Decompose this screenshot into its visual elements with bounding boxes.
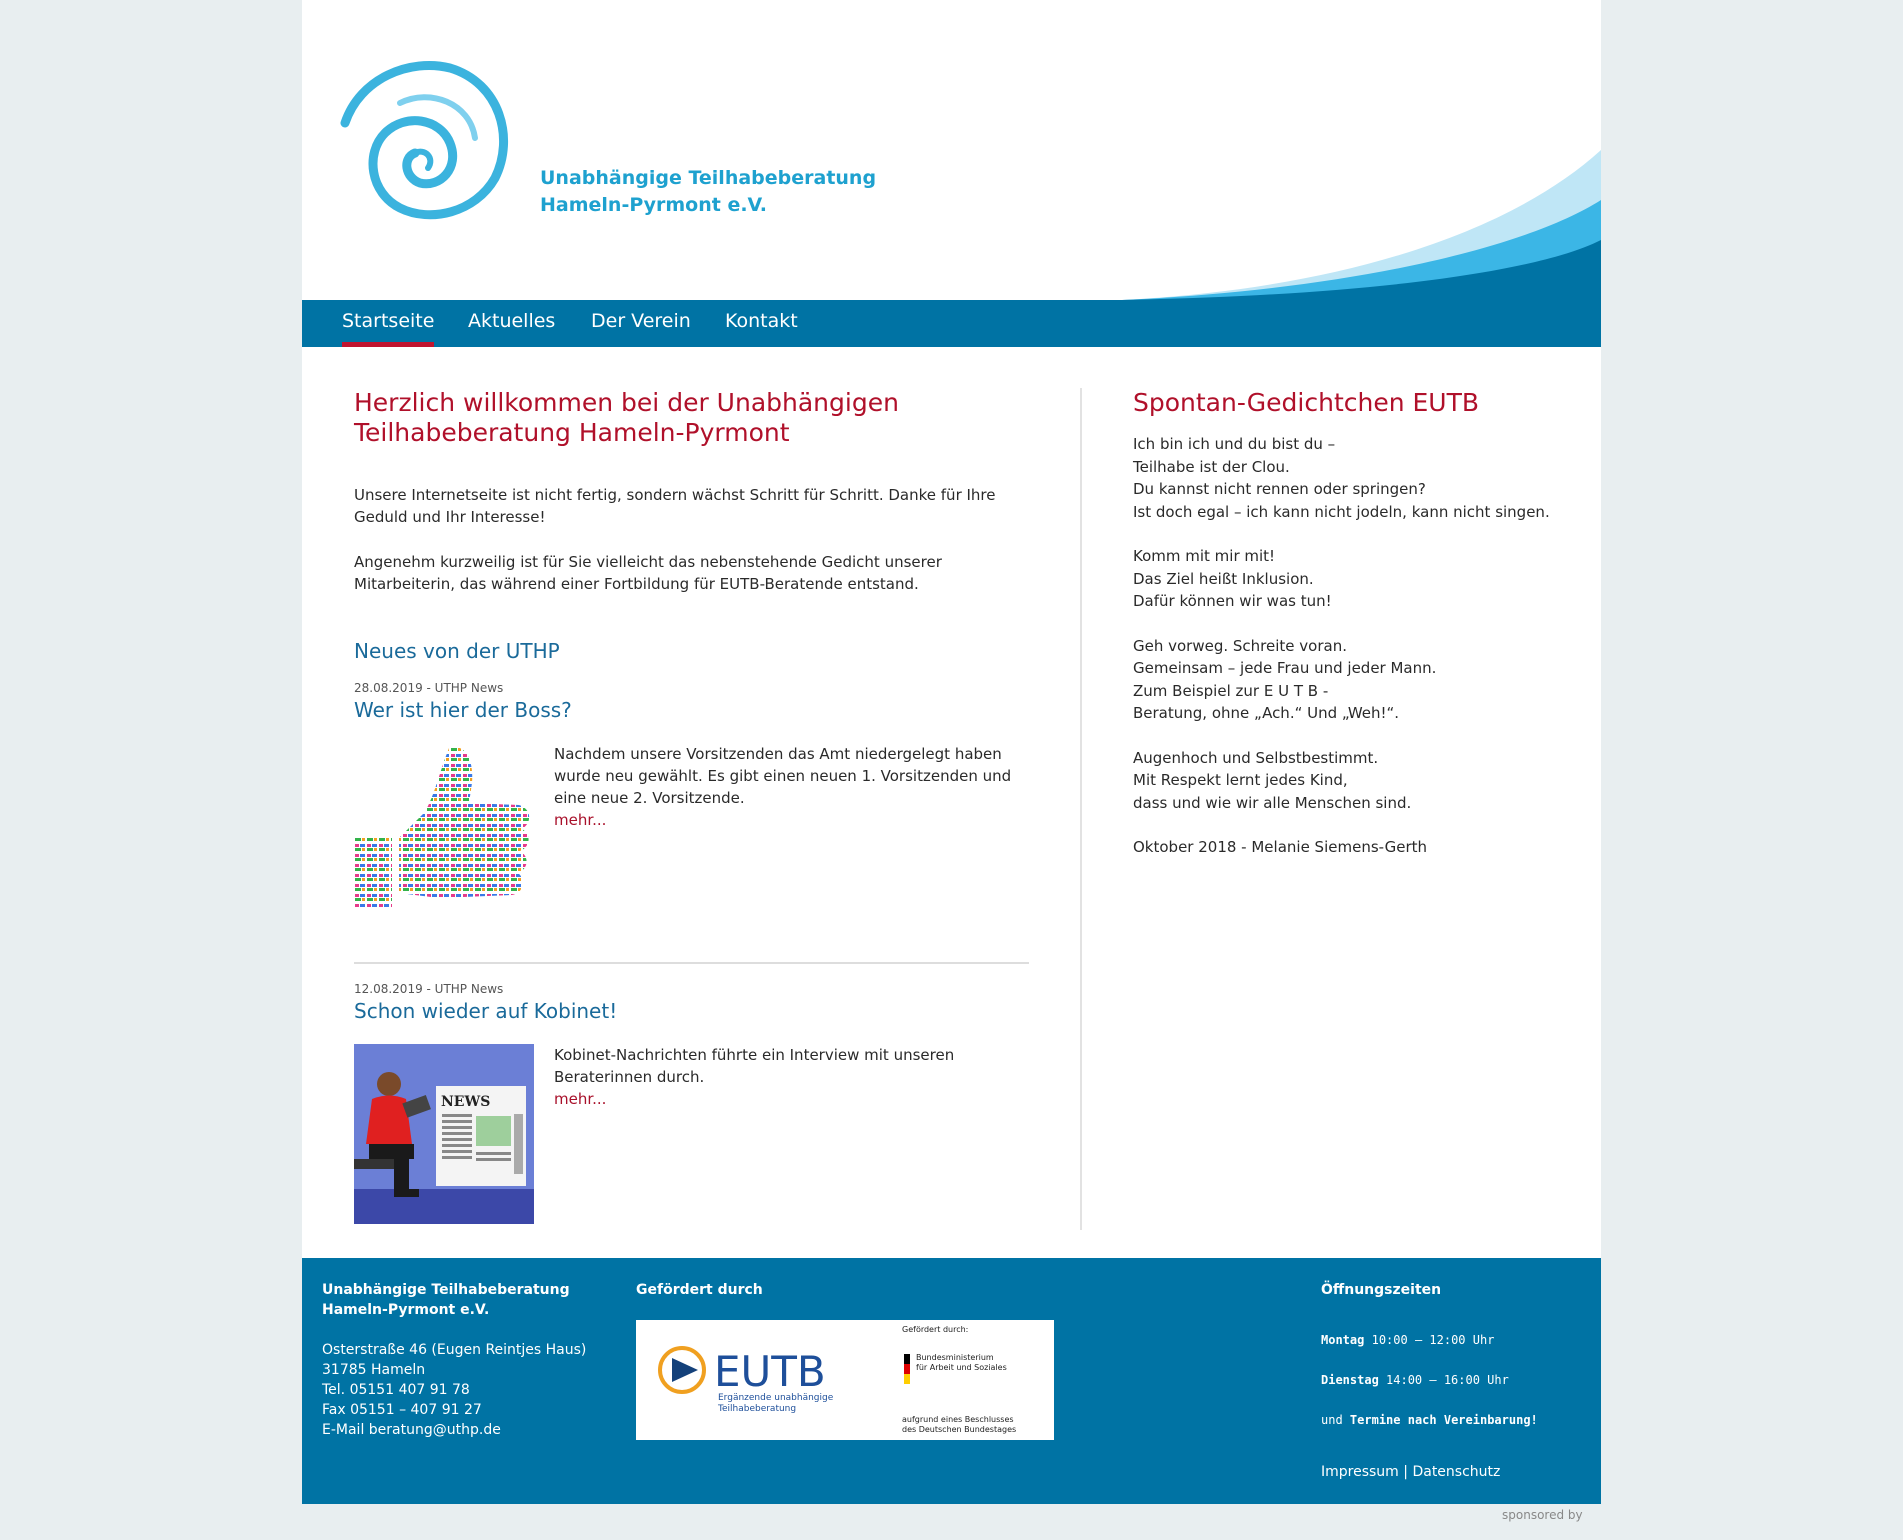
poem-line: dass und wie wir alle Menschen sind. bbox=[1133, 793, 1412, 812]
header-wave-decoration bbox=[1122, 140, 1601, 300]
news-excerpt bbox=[554, 743, 1029, 831]
footer-email[interactable]: E-Mail beratung@uthp.de bbox=[322, 1422, 501, 1438]
poem-stanza bbox=[1133, 747, 1563, 815]
poem-body bbox=[1133, 433, 1563, 881]
eutb-subtitle-2: Teilhabeberatung bbox=[718, 1404, 797, 1414]
hours-extra bbox=[1321, 1400, 1581, 1440]
poem-line: Mit Respekt lernt jedes Kind, bbox=[1133, 771, 1348, 789]
thumbs-up-image[interactable] bbox=[354, 743, 534, 923]
hours-time: 10:00 – 12:00 Uhr bbox=[1371, 1333, 1495, 1347]
ministry-name-1: Bundesministerium bbox=[916, 1353, 994, 1362]
news-meta: 28.08.2019 - UTHP News bbox=[354, 681, 504, 695]
newspaper-headline: NEWS bbox=[441, 1094, 491, 1110]
poem-stanza bbox=[1133, 433, 1563, 523]
news-title-link[interactable]: Wer ist hier der Boss? bbox=[354, 698, 572, 722]
hours-row bbox=[1321, 1360, 1581, 1400]
poem-line: Komm mit mir mit! bbox=[1133, 547, 1276, 565]
site-name-line1: Unabhängige Teilhabeberatung bbox=[540, 167, 877, 189]
ministry-funded-label: Gefördert durch: bbox=[902, 1325, 969, 1334]
poem-line: Dafür können wir was tun! bbox=[1133, 592, 1332, 610]
eutb-funding-banner[interactable] bbox=[636, 1320, 1054, 1440]
footer-hours bbox=[1321, 1280, 1581, 1482]
hours-day: Montag bbox=[1321, 1333, 1365, 1347]
footer-org-line1: Unabhängige Teilhabeberatung bbox=[322, 1282, 570, 1298]
site-name-line2: Hameln-Pyrmont e.V. bbox=[540, 194, 768, 216]
poem-line: Ich bin ich und du bist du – bbox=[1133, 435, 1336, 453]
footer-address: Osterstraße 46 (Eugen Reintjes Haus) bbox=[322, 1342, 587, 1358]
eutb-logo-icon bbox=[636, 1320, 1054, 1440]
hours-time: 14:00 – 16:00 Uhr bbox=[1386, 1373, 1509, 1387]
news-section-heading: Neues von der UTHP bbox=[354, 639, 560, 663]
poem-line: Gemeinsam – jede Frau und jeder Mann. bbox=[1133, 659, 1437, 677]
ministry-bottom-2: des Deutschen Bundestages bbox=[902, 1425, 1017, 1434]
sponsored-by-label: sponsored by bbox=[1502, 1508, 1583, 1522]
eutb-logo-text: EUTB bbox=[714, 1347, 826, 1396]
legal-separator: | bbox=[1403, 1464, 1408, 1480]
hours-row bbox=[1321, 1320, 1581, 1360]
poem-line: Das Ziel heißt Inklusion. bbox=[1133, 569, 1314, 588]
poem-author: Oktober 2018 - Melanie Siemens-Gerth bbox=[1133, 838, 1428, 856]
read-more-link[interactable]: mehr... bbox=[554, 811, 607, 829]
hours-heading: Öffnungszeiten bbox=[1321, 1282, 1442, 1298]
poem-stanza bbox=[1133, 635, 1563, 725]
read-more-link[interactable]: mehr... bbox=[554, 1090, 607, 1108]
nav-item-der-verein[interactable]: Der Verein bbox=[591, 310, 691, 332]
datenschutz-link[interactable]: Datenschutz bbox=[1412, 1464, 1501, 1480]
poem-stanza bbox=[1133, 836, 1563, 859]
site-name[interactable] bbox=[540, 165, 876, 219]
hours-extra-prefix: und bbox=[1321, 1413, 1343, 1427]
poem-line: Zum Beispiel zur E U T B - bbox=[1133, 681, 1329, 700]
hours-extra-bold: Termine nach Vereinbarung! bbox=[1349, 1413, 1538, 1427]
footer-funded-heading: Gefördert durch bbox=[636, 1282, 763, 1298]
intro-paragraph-2: Angenehm kurzweilig ist für Sie vielleicht das nebenstehende Gedicht unserer Mitarbeiterin, das während einer Fortbildung für EUTB-Beratende entstand. bbox=[354, 553, 942, 593]
poem-line: Geh vorweg. Schreite voran. bbox=[1133, 636, 1347, 655]
ministry-bottom-1: aufgrund eines Beschlusses bbox=[902, 1415, 1014, 1424]
news-excerpt-text: Nachdem unsere Vorsitzenden das Amt niedergelegt haben wurde neu gewählt. Es gibt einen neuen 1. Vorsitzenden und eine neue 2. Vorsitzende. bbox=[554, 745, 1012, 807]
page-title: Herzlich willkommen bei der Unabhängigen Teilhabeberatung Hameln-Pyrmont bbox=[354, 388, 899, 447]
poem-line: Du kannst nicht rennen oder springen? bbox=[1133, 480, 1426, 498]
footer-legal-links bbox=[1321, 1462, 1581, 1482]
nav-item-aktuelles[interactable]: Aktuelles bbox=[468, 310, 556, 332]
nav-item-startseite[interactable]: Startseite bbox=[342, 300, 434, 347]
spiral-logo-icon[interactable] bbox=[340, 58, 520, 223]
impressum-link[interactable]: Impressum bbox=[1321, 1464, 1399, 1480]
main-navigation bbox=[302, 300, 1601, 347]
news-item bbox=[354, 681, 1029, 829]
news-title-link[interactable]: Schon wieder auf Kobinet! bbox=[354, 999, 618, 1023]
poem-line: Ist doch egal – ich kann nicht jodeln, kann nicht singen. bbox=[1133, 502, 1550, 521]
nav-item-kontakt[interactable]: Kontakt bbox=[725, 310, 798, 332]
footer-fax: Fax 05151 – 407 91 27 bbox=[322, 1402, 482, 1418]
poem-line: Augenhoch und Selbstbestimmt. bbox=[1133, 748, 1379, 767]
poem-stanza bbox=[1133, 545, 1563, 613]
news-item bbox=[354, 982, 1029, 1110]
main-content bbox=[354, 388, 1029, 1110]
intro-paragraph-1: Unsere Internetseite ist nicht fertig, sondern wächst Schritt für Schritt. Danke für Ihre Geduld und Ihr Interesse! bbox=[354, 486, 996, 526]
news-divider bbox=[354, 962, 1029, 964]
footer-contact bbox=[322, 1280, 622, 1440]
poem-section bbox=[1133, 388, 1553, 856]
ministry-name-2: für Arbeit und Soziales bbox=[916, 1363, 1007, 1372]
news-excerpt-text: Kobinet-Nachrichten führte ein Interview mit unseren Beraterinnen durch. bbox=[554, 1046, 955, 1086]
news-excerpt bbox=[554, 1044, 1029, 1110]
footer bbox=[302, 1258, 1601, 1504]
footer-city: 31785 Hameln bbox=[322, 1362, 426, 1378]
header bbox=[302, 0, 1601, 300]
poem-line: Beratung, ohne „Ach.“ Und „Weh!“. bbox=[1133, 704, 1400, 722]
footer-org-line2: Hameln-Pyrmont e.V. bbox=[322, 1302, 490, 1318]
footer-phone: Tel. 05151 407 91 78 bbox=[322, 1382, 470, 1398]
news-reader-image[interactable] bbox=[354, 1044, 534, 1224]
eutb-subtitle-1: Ergänzende unabhängige bbox=[718, 1393, 834, 1403]
poem-title: Spontan-Gedichtchen EUTB bbox=[1133, 388, 1480, 417]
page bbox=[302, 0, 1601, 1504]
poem-line: Teilhabe ist der Clou. bbox=[1133, 457, 1290, 476]
hours-day: Dienstag bbox=[1321, 1373, 1379, 1387]
column-divider bbox=[1080, 388, 1082, 1230]
news-meta: 12.08.2019 - UTHP News bbox=[354, 982, 504, 996]
